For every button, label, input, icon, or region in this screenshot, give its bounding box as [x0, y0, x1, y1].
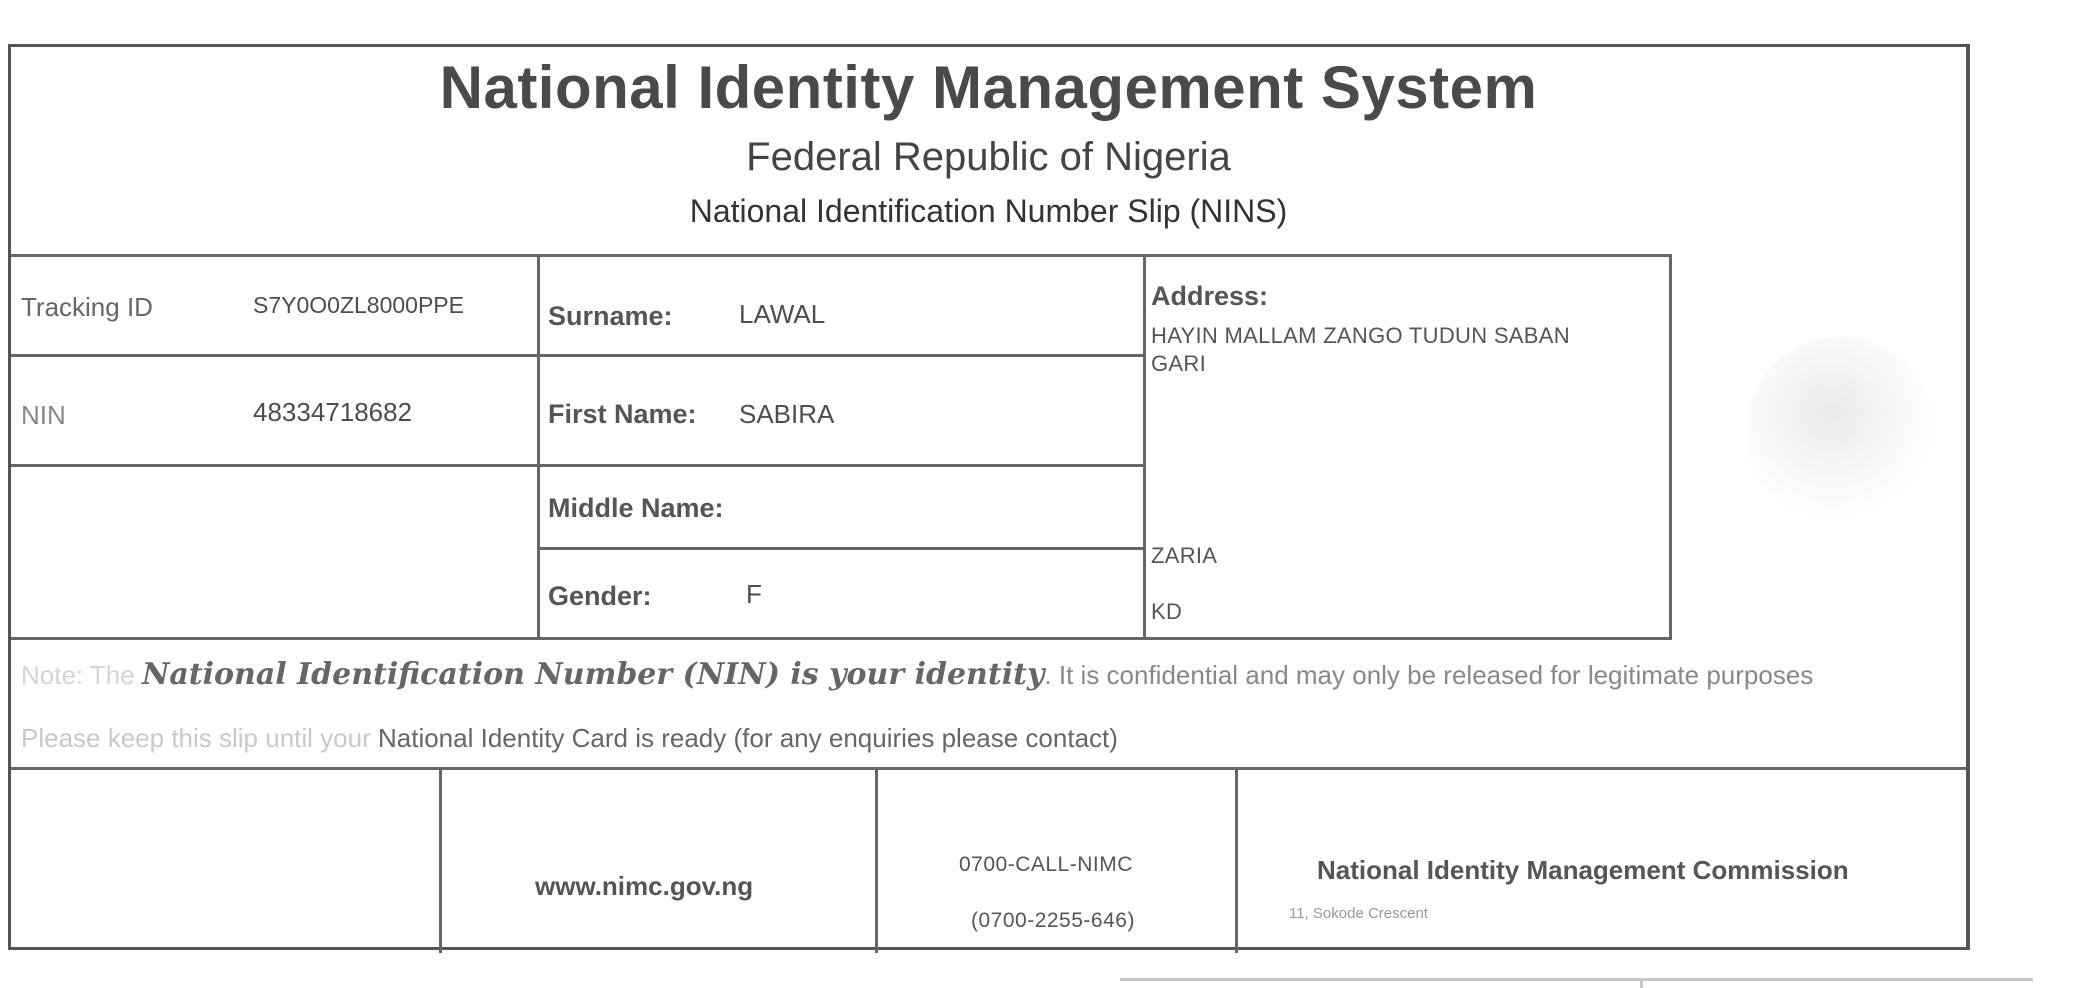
- tracking-id-label: Tracking ID: [21, 292, 153, 322]
- footer-divider-2: [875, 767, 878, 953]
- scan-mark-1: [1120, 978, 1640, 981]
- address-line-2: GARI: [1151, 351, 1206, 376]
- page-subtitle: Federal Republic of Nigeria: [746, 135, 1231, 179]
- nin-slip: [8, 44, 1970, 950]
- note-prefix: Note: The: [21, 660, 135, 690]
- note-line-2-rest: National Identity Card is ready (for any enquiries please contact): [377, 723, 1118, 753]
- middle-name-label: Middle Name:: [548, 493, 724, 523]
- slip-name: National Identification Number Slip (NINS): [689, 193, 1288, 229]
- note-line-1-rest: . It is confidential and may only be released for legitimate purposes: [1044, 660, 1814, 690]
- address-city: ZARIA: [1151, 543, 1218, 568]
- note-bottom-divider: [11, 767, 1966, 770]
- surname-value: LAWAL: [739, 299, 826, 329]
- note-line-1: [21, 657, 1813, 692]
- scan-mark-3: [1643, 978, 2033, 981]
- first-name-value: SABIRA: [739, 399, 835, 429]
- footer-phone-2: (0700-2255-646): [971, 909, 1135, 932]
- gender-value: F: [746, 579, 762, 609]
- footer-phone-1: 0700-CALL-NIMC: [959, 853, 1133, 876]
- note-line-2-faded: Please keep this slip until your: [21, 723, 371, 753]
- row-divider-1: [11, 354, 1143, 357]
- page-title: National Identity Management System: [439, 54, 1538, 121]
- address-label: Address:: [1151, 281, 1269, 311]
- gender-label: Gender:: [548, 581, 652, 611]
- col-divider-1: [537, 254, 540, 640]
- header-divider: [11, 254, 1672, 257]
- footer-website: www.nimc.gov.ng: [535, 871, 754, 901]
- nin-value: 48334718682: [253, 397, 413, 427]
- table-bottom-divider: [11, 637, 1672, 640]
- note-emphasis: National Identification Number (NIN) is your identity: [141, 657, 1045, 692]
- row-divider-3: [537, 547, 1143, 550]
- row-divider-2: [11, 464, 1143, 467]
- address-line-1: HAYIN MALLAM ZANGO TUDUN SABAN: [1151, 323, 1570, 348]
- footer-divider-3: [1235, 767, 1238, 953]
- nin-label: NIN: [21, 400, 66, 430]
- note-line-2: [21, 723, 1118, 754]
- surname-label: Surname:: [548, 301, 673, 331]
- first-name-label: First Name:: [548, 399, 697, 429]
- col-divider-3: [1669, 254, 1672, 640]
- col-divider-2: [1143, 254, 1146, 640]
- address-state: KD: [1151, 599, 1183, 624]
- tracking-id-value: S7Y0O0ZL8000PPE: [253, 292, 464, 318]
- photo-placeholder: [1746, 337, 1936, 527]
- footer-org-name: National Identity Management Commission: [1317, 855, 1849, 885]
- footer-org-address: 11, Sokode Crescent: [1289, 905, 1428, 922]
- footer-divider-1: [439, 767, 442, 953]
